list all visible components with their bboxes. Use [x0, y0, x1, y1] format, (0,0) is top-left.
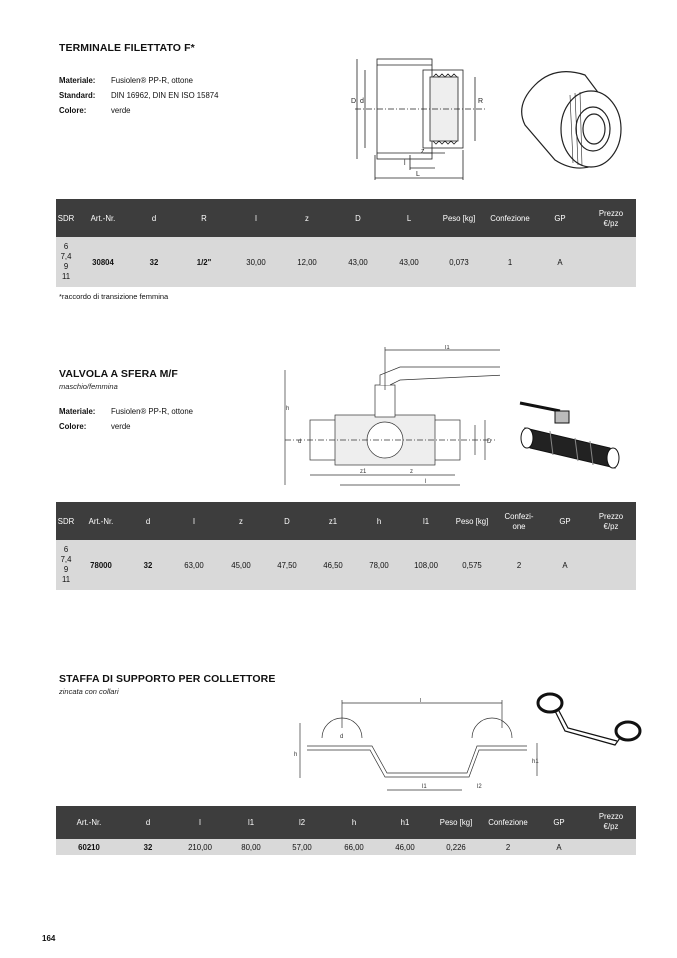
D-value: 43,00 — [348, 258, 368, 267]
peso-value: 0,226 — [446, 843, 466, 852]
h-value: 78,00 — [369, 561, 389, 570]
col-l1: l1 — [422, 517, 430, 526]
col-L: L — [406, 214, 412, 223]
peso-value: 0,073 — [449, 258, 469, 267]
sdr-value: 9 — [63, 262, 69, 271]
col-d: d — [151, 214, 157, 223]
z-value: 45,00 — [231, 561, 251, 570]
col-D: D — [284, 517, 290, 526]
col-peso: Peso [kg] — [455, 517, 489, 526]
table-row — [56, 237, 636, 287]
col-l: l — [193, 517, 195, 526]
sdr-value: 7,4 — [60, 555, 72, 564]
z1-value: 46,50 — [323, 561, 343, 570]
ball-valve-photo — [515, 393, 635, 473]
col-prezzo: Prezzo — [598, 512, 624, 521]
label-D: D — [487, 439, 492, 445]
col-l: l — [199, 818, 201, 827]
gp-value: A — [562, 561, 568, 570]
section1-color — [59, 106, 131, 115]
d-value: 32 — [149, 258, 159, 267]
col-d: d — [145, 517, 151, 526]
section2-subtitle: maschio/femmina — [59, 382, 118, 391]
label-l: l — [420, 698, 422, 704]
label-R: R — [478, 98, 484, 105]
peso-value: 0,575 — [462, 561, 482, 570]
L-value: 43,00 — [399, 258, 419, 267]
col-gp: GP — [554, 214, 566, 223]
col-h: h — [351, 818, 357, 827]
prop-value: verde — [111, 422, 131, 431]
table-row — [56, 839, 636, 855]
label-d: d — [340, 734, 344, 740]
table-header — [56, 806, 636, 839]
label-z: z — [421, 148, 425, 155]
col-confezione: Confezione — [488, 818, 528, 827]
table-row — [56, 540, 636, 590]
threaded-terminal-drawing — [335, 45, 495, 190]
col-z1: z1 — [328, 517, 338, 526]
D-value: 47,50 — [277, 561, 297, 570]
label-h: h — [294, 752, 298, 758]
art-nr-value: 78000 — [90, 561, 112, 570]
sdr-value: 6 — [63, 242, 69, 251]
section1-material — [59, 76, 193, 85]
threaded-terminal-photo — [515, 65, 627, 175]
art-nr-value: 60210 — [78, 843, 100, 852]
label-L: L — [416, 171, 420, 178]
section2-color — [59, 422, 131, 431]
label-h1: h1 — [532, 759, 539, 765]
col-prezzo-unit: €/pz — [603, 522, 619, 531]
col-prezzo-unit: €/pz — [603, 219, 619, 228]
col-sdr: SDR — [57, 214, 75, 223]
support-bracket-drawing — [292, 698, 547, 798]
table-header — [56, 502, 636, 540]
col-gp: GP — [559, 517, 571, 526]
col-z: z — [239, 517, 243, 526]
prop-key: Materiale: — [59, 76, 96, 85]
label-d: d — [298, 439, 302, 445]
h-value: 66,00 — [344, 843, 364, 852]
label-l1: l1 — [445, 345, 450, 351]
z-value: 12,00 — [297, 258, 317, 267]
section2-title: VALVOLA A SFERA M/F — [59, 368, 178, 380]
col-h1: h1 — [400, 818, 410, 827]
section1-standard — [59, 91, 218, 100]
col-D: D — [355, 214, 361, 223]
ball-valve-drawing — [280, 345, 500, 495]
prop-key: Standard: — [59, 91, 96, 100]
page-number: 164 — [42, 934, 56, 943]
col-peso: Peso [kg] — [442, 214, 476, 223]
label-l: l — [404, 160, 406, 167]
prop-value: verde — [111, 106, 131, 115]
prop-key: Colore: — [59, 422, 87, 431]
label-z: z — [410, 469, 413, 475]
col-art-nr: Art.-Nr. — [90, 214, 116, 223]
section3-table — [56, 806, 636, 855]
col-confezione-2: one — [512, 522, 526, 531]
col-l2: l2 — [298, 818, 306, 827]
l2-value: 57,00 — [292, 843, 312, 852]
R-value: 1/2" — [196, 258, 212, 267]
sdr-value: 6 — [63, 545, 69, 554]
confezione-value: 2 — [505, 843, 511, 852]
col-peso: Peso [kg] — [439, 818, 473, 827]
prop-key: Colore: — [59, 106, 87, 115]
prop-value: Fusiolen® PP-R, ottone — [111, 76, 194, 85]
gp-value: A — [557, 258, 563, 267]
col-confezione: Confezione — [490, 214, 530, 223]
label-z1: z1 — [360, 469, 367, 475]
gp-value: A — [556, 843, 562, 852]
support-bracket-photo — [530, 683, 650, 755]
confezione-value: 1 — [507, 258, 513, 267]
prop-key: Materiale: — [59, 407, 96, 416]
d-value: 32 — [143, 843, 153, 852]
section1-table — [56, 199, 636, 287]
l-value: 210,00 — [188, 843, 212, 852]
label-l: l — [425, 479, 427, 485]
col-h: h — [376, 517, 382, 526]
section3-subtitle: zincata con collari — [59, 687, 119, 696]
section2-table — [56, 502, 636, 590]
label-D: D — [351, 98, 357, 105]
col-R: R — [201, 214, 207, 223]
label-d: d — [360, 98, 364, 105]
l-value: 30,00 — [246, 258, 266, 267]
label-l1: l1 — [422, 784, 427, 790]
sdr-value: 7,4 — [60, 252, 72, 261]
art-nr-value: 30804 — [92, 258, 114, 267]
sdr-value: 9 — [63, 565, 69, 574]
sdr-value: 11 — [61, 575, 71, 584]
col-art-nr: Art.-Nr. — [76, 818, 102, 827]
section1-title: TERMINALE FILETTATO F* — [59, 42, 195, 54]
label-h: h — [286, 406, 290, 412]
col-sdr: SDR — [57, 517, 75, 526]
section3-title: STAFFA DI SUPPORTO PER COLLETTORE — [59, 673, 276, 685]
l-value: 63,00 — [184, 561, 204, 570]
l1-value: 80,00 — [241, 843, 261, 852]
prop-value: Fusiolen® PP-R, ottone — [111, 407, 194, 416]
l1-value: 108,00 — [414, 561, 438, 570]
prop-value: DIN 16962, DIN EN ISO 15874 — [111, 91, 219, 100]
d-value: 32 — [143, 561, 153, 570]
col-d: d — [145, 818, 151, 827]
col-prezzo: Prezzo — [598, 812, 624, 821]
table-header — [56, 199, 636, 237]
confezione-value: 2 — [516, 561, 522, 570]
col-confezione: Confezi- — [504, 512, 534, 521]
section1-footnote: *raccordo di transizione femmina — [59, 292, 169, 301]
h1-value: 46,00 — [395, 843, 415, 852]
section2-material — [59, 407, 193, 416]
col-gp: GP — [553, 818, 565, 827]
col-z: z — [305, 214, 309, 223]
label-l2: l2 — [477, 784, 482, 790]
col-l: l — [255, 214, 257, 223]
col-prezzo-unit: €/pz — [603, 822, 619, 831]
sdr-value: 11 — [61, 272, 71, 281]
col-prezzo: Prezzo — [598, 209, 624, 218]
col-l1: l1 — [247, 818, 255, 827]
col-art-nr: Art.-Nr. — [88, 517, 114, 526]
